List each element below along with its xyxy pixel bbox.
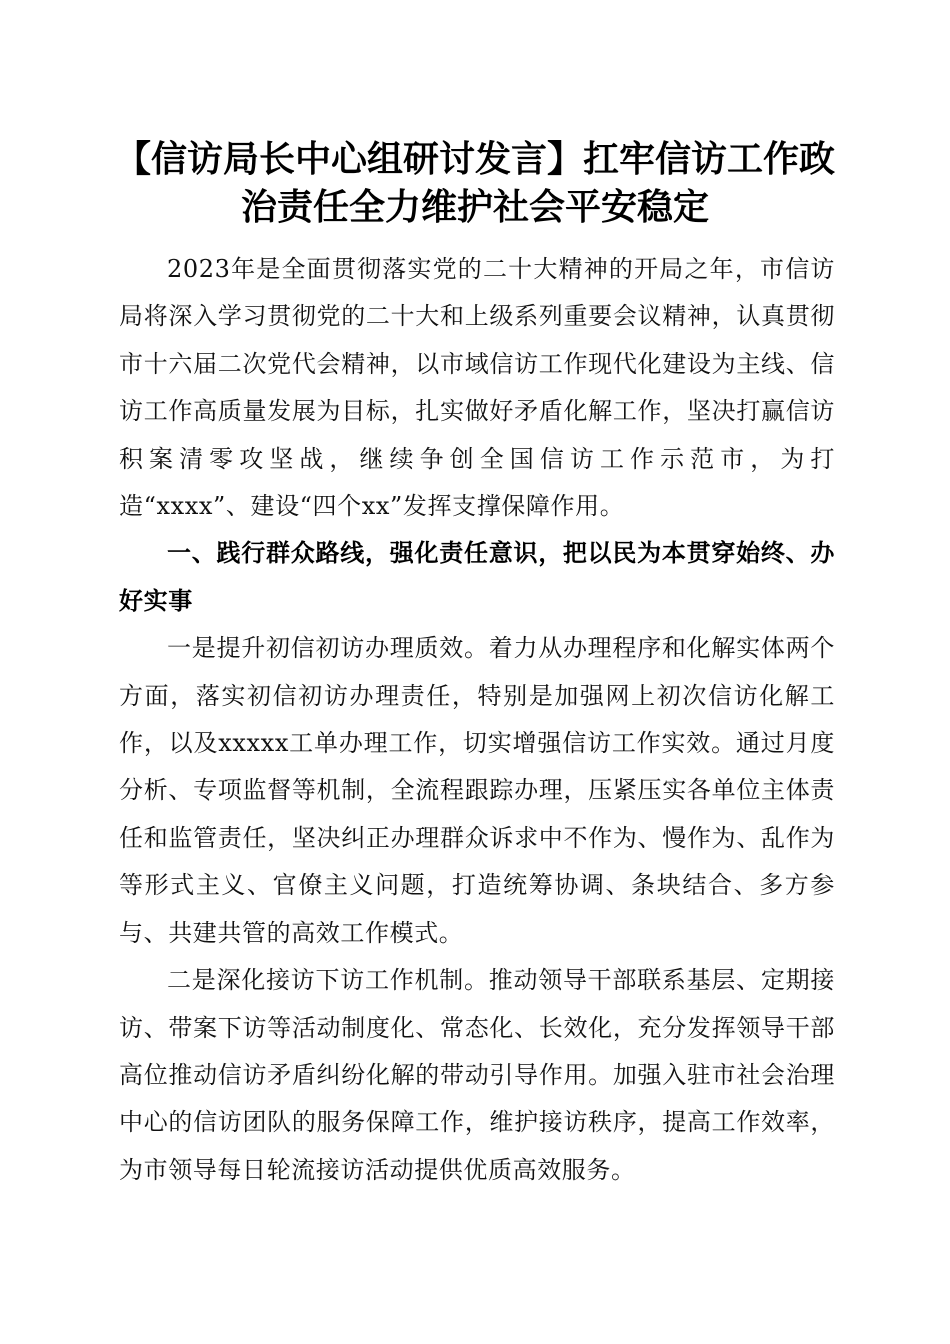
document-title: 【信访局长中心组研讨发言】扛牢信访工作政治责任全力维护社会平安稳定 [114, 139, 835, 228]
section-heading-1: 一、践行群众路线，强化责任意识，把以民为本贯穿始终、办好实事 [119, 539, 835, 615]
item-text-2: 推动领导干部联系基层、定期接访、带案下访等活动制度化、常态化、长效化，充分发挥领导干部高位推动信访矛盾纠纷化解的带动引导作用。加强入驻市社会治理中心的信访团队的服务保障工作，维护接访秩序，提高工作效率，为市领导每日轮流接访活动提供优质高效服务。 [119, 966, 835, 1184]
item-paragraph-1 [119, 625, 835, 957]
item-lead-1: 一是提升初信初访办理质效。 [167, 634, 489, 663]
item-paragraph-2 [119, 957, 835, 1194]
item-text-1: 着力从办理程序和化解实体两个方面，落实初信初访办理责任，特别是加强网上初次信访化解工作，以及xxxxx工单办理工作，切实增强信访工作实效。通过月度分析、专项监督等机制，全流程跟踪办理，压紧压实各单位主体责任和监管责任，坚决纠正办理群众诉求中不作为、慢作为、乱作为等形式主义、官僚主义问题，打造统筹协调、条块结合、多方参与、共建共管的高效工作模式。 [119, 634, 835, 947]
document-body [119, 246, 835, 1194]
intro-paragraph: 2023年是全面贯彻落实党的二十大精神的开局之年，市信访局将深入学习贯彻党的二十大和上级系列重要会议精神，认真贯彻市十六届二次党代会精神，以市域信访工作现代化建设为主线、信访工作高质量发展为目标，扎实做好矛盾化解工作，坚决打赢信访积案清零攻坚战，继续争创全国信访工作示范市，为打造“xxxx”、建设“四个xx”发挥支撑保障作用。 [119, 255, 835, 521]
item-lead-2: 二是深化接访下访工作机制。 [167, 966, 489, 995]
